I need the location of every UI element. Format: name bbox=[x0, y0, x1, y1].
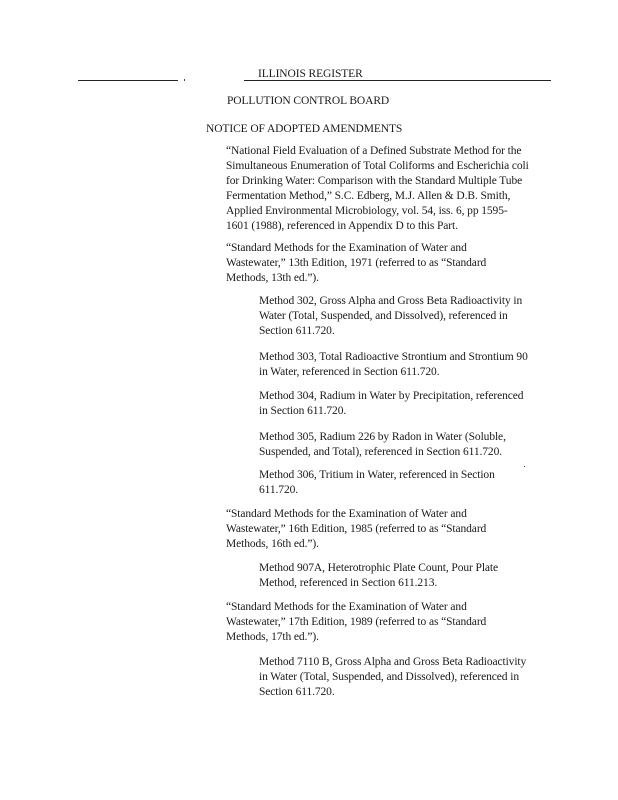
method-line: Method 7110 B, Gross Alpha and Gross Beta Radioactivity bbox=[259, 656, 527, 668]
reference-line: Methods, 17th ed.”). bbox=[226, 631, 319, 643]
reference-line: Fermentation Method,” S.C. Edberg, M.J. Allen & D.B. Smith, bbox=[226, 190, 511, 202]
reference-line: Simultaneous Enumeration of Total Coliforms and Escherichia coli bbox=[226, 160, 529, 172]
notice-title: NOTICE OF ADOPTED AMENDMENTS bbox=[206, 123, 403, 135]
reference-line: 1601 (1988), referenced in Appendix D to this Part. bbox=[226, 220, 458, 232]
method-line: Method, referenced in Section 611.213. bbox=[259, 577, 438, 589]
method-line: Suspended, and Total), referenced in Section 611.720. bbox=[259, 446, 502, 458]
reference-line: “Standard Methods for the Examination of Water and bbox=[226, 242, 467, 254]
method-line: in Water, referenced in Section 611.720. bbox=[259, 366, 440, 378]
reference-line: Wastewater,” 17th Edition, 1989 (referred to as “Standard bbox=[226, 616, 487, 628]
reference-line: Methods, 16th ed.”). bbox=[226, 538, 319, 550]
method-line: Water (Total, Suspended, and Dissolved), referenced in bbox=[259, 310, 508, 322]
reference-line: Methods, 13th ed.”). bbox=[226, 272, 319, 284]
method-line: Method 305, Radium 226 by Radon in Water (Soluble, bbox=[259, 431, 506, 443]
method-line: Method 303, Total Radioactive Strontium and Strontium 90 bbox=[259, 351, 528, 363]
agency-title: POLLUTION CONTROL BOARD bbox=[227, 95, 390, 107]
reference-line: Wastewater,” 16th Edition, 1985 (referred to as “Standard bbox=[226, 523, 487, 535]
header-rule-left bbox=[78, 80, 178, 81]
method-line: Method 304, Radium in Water by Precipitation, referenced bbox=[259, 390, 524, 402]
method-line: Method 302, Gross Alpha and Gross Beta Radioactivity in bbox=[259, 295, 523, 307]
reference-line: for Drinking Water: Comparison with the Standard Multiple Tube bbox=[226, 175, 523, 187]
reference-line: Applied Environmental Microbiology, vol. 54, iss. 6, pp 1595- bbox=[226, 205, 508, 217]
method-line: Section 611.720. bbox=[259, 325, 335, 337]
method-line: 611.720. bbox=[259, 484, 299, 496]
method-line: in Water (Total, Suspended, and Dissolved), referenced in bbox=[259, 671, 519, 683]
reference-line: Wastewater,” 13th Edition, 1971 (referred to as “Standard bbox=[226, 257, 487, 269]
reference-line: “National Field Evaluation of a Defined Substrate Method for the bbox=[226, 145, 522, 157]
register-title: ILLINOIS REGISTER bbox=[258, 68, 363, 80]
method-line: Section 611.720. bbox=[259, 686, 335, 698]
method-line: Method 306, Tritium in Water, referenced in Section bbox=[259, 469, 495, 481]
method-line: in Section 611.720. bbox=[259, 405, 347, 417]
header-rule-tick bbox=[184, 79, 185, 81]
scan-speck bbox=[524, 466, 525, 467]
reference-line: “Standard Methods for the Examination of Water and bbox=[226, 601, 467, 613]
method-line: Method 907A, Heterotrophic Plate Count, Pour Plate bbox=[259, 562, 499, 574]
reference-line: “Standard Methods for the Examination of Water and bbox=[226, 508, 467, 520]
